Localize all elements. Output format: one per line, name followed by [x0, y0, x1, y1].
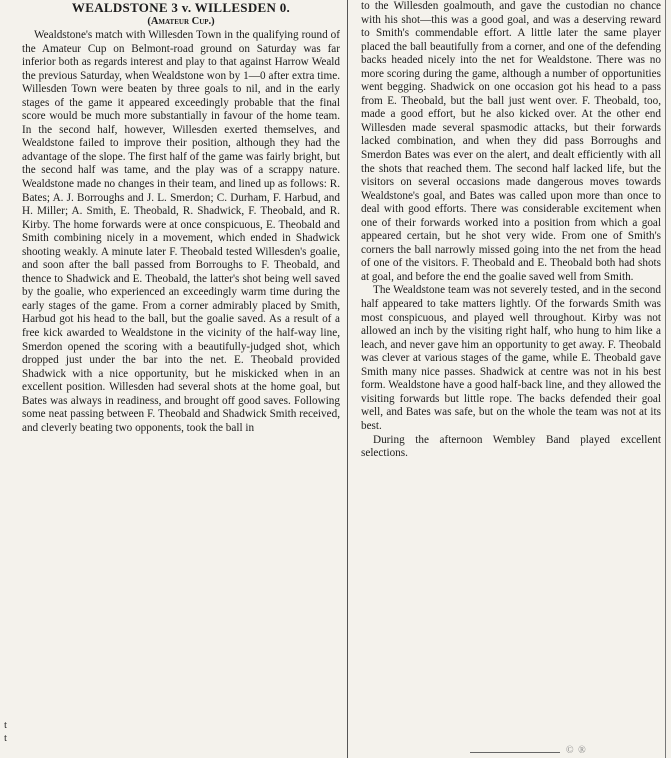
column-divider	[347, 0, 348, 758]
paragraph: to the Willesden goalmouth, and gave the custodian no chance with his shot—this was a good goal, and was a deserving reward to Smith's commendable effort. A little later the same player placed the ball beautifully from a corner, and one of the defending backs headed nicely into the net for Wealdstone. There was no more scoring during the game, although a number of opportunities went begging. Shadwick on one occasion got his head to a pass from E. Theobald, but the ball just went over. F. Theobald, too, made a good effort, but he also kicked over. At the other end Willesden made several spasmodic attacks, but their forwards lacked combination, and when they did pass Borroughs and Smerdon Bates was ever on the alert, and dealt efficiently with all the shots that reached them. The second half lacked life, but the visitors on several occasions made dangerous moves towards Wealdstone's goal, and Bates was called upon more than once to deal with good efforts. There was considerable excitement when one of their forwards worked into a position from which a goal appeared certain, but he shot very wide. From one of Smith's corners the ball narrowly missed going into the net from the head of one of the visitors. F. Theobald and E. Theobald both had shots at goal, and before the end the goalie saved well from Smith.	[361, 0, 661, 283]
closing-rule	[470, 752, 560, 753]
article-subheadline: (Amateur Cup.)	[147, 16, 215, 27]
right-column	[361, 0, 661, 758]
margin-mark: t	[4, 719, 8, 731]
paragraph: During the afternoon Wembley Band played excellent selections.	[361, 433, 661, 460]
left-margin-marks	[4, 719, 16, 745]
corner-mark: © ®	[566, 745, 587, 756]
article-headline: WEALDSTONE 3 v. WILLESDEN 0.	[71, 0, 291, 15]
left-column	[22, 0, 340, 758]
margin-mark: t	[4, 732, 8, 744]
paragraph: Wealdstone's match with Willesden Town in the qualifying round of the Amateur Cup on Belmont-road ground on Saturday was far inferior both as regards interest and play to that against Harrow Weald the previous Saturday, when Wealdstone won by 1—0 after extra time. Willesden Town were beaten by three goals to nil, and in the early stages of the game it appeared exceedingly probable that the final score would be much more substantially in favour of the home team. In the second half, however, Willesden exerted themselves, and Wealdstone failed to improve their position, although they had the advantage of the slope. The first half of the game was fairly bright, but the second half was tame, and the play was of a scrappy nature. Wealdstone made no changes in their team, and lined up as follows: R. Bates; A. J. Borroughs and J. L. Smerdon; C. Durham, F. Harbud, and H. Miller; A. Smith, E. Theobald, R. Shadwick, F. Theobald, and R. Kirby. The home forwards were at once conspicuous, E. Theobald and Smith combining nicely in a movement, which ended in Shadwick shooting weakly. A minute later F. Theobald tested Willesden's goalie, and soon after the ball passed from Borroughs to F. Theobald, and thence to Shadwick and E. Theobald, the latter's shot being well saved by the goalie, who experienced an exceedingly warm time during the early stages of the game. From a corner admirably placed by Smith, Harbud got his head to the ball, but the goalie saved. As a result of a free kick awarded to Wealdstone in the vicinity of the half-way line, Smerdon opened the scoring with a beautifully-judged shot, which dropped just under the bar into the net. E. Theobald provided Shadwick with a nice opportunity, but he miskicked when in an excellent position. Willesden had several shots at the home goal, but Bates was always in readiness, and brought off good saves. Following some neat passing between F. Theobald and Shadwick Smith received, and cleverly beating two opponents, took the ball in	[22, 29, 340, 434]
right-edge-rule	[665, 0, 666, 758]
paragraph: The Wealdstone team was not severely tested, and in the second half appeared to take matters lightly. Of the forwards Smith was most conspicuous, and played well throughout. Kirby was not allowed an inch by the visiting right half, who hung to him like a leach, and never gave him an opportunity to get away. F. Theobald was clever at various stages of the game, while E. Theobald gave Smith many nice passes. Shadwick at centre was not in his best form. Wealdstone have a good half-back line, and they allowed the visiting forwards but little rope. The backs defended their goal well, and Bates was safe, but on the whole the team was not at its best.	[361, 284, 661, 432]
